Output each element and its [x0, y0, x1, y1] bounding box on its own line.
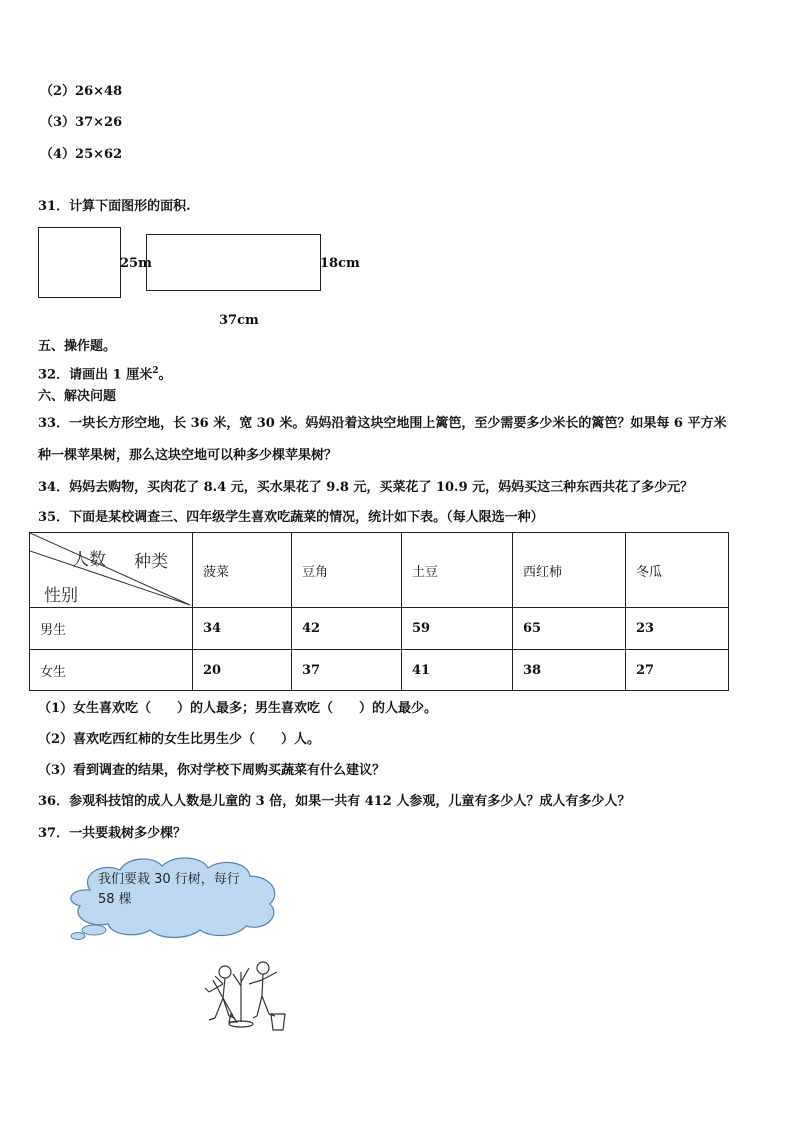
q35-sub2: （2）喜欢吃西红柿的女生比男生少（ ）人。 — [38, 732, 321, 747]
q32-superscript: 2 — [152, 366, 159, 376]
speech-bubble-text: 我们要栽 30 行树，每行 58 棵 — [98, 872, 240, 907]
q37-title: 37．一共要栽树多少棵？ — [38, 826, 187, 841]
q30-item-4: （4）25×62 — [40, 147, 123, 162]
column-header: 菠菜 — [193, 533, 292, 608]
table-cell: 20 — [193, 650, 292, 691]
table-cell: 34 — [193, 608, 292, 650]
q36-text: 36．参观科技馆的成人人数是儿童的 3 倍，如果一共有 412 人参观，儿童有多少人？成人有多少人？ — [38, 794, 631, 809]
section-6-heading: 六、解决问题 — [38, 389, 117, 404]
q30-item-2: （2）26×48 — [40, 84, 123, 99]
q35-sub1: （1）女生喜欢吃（ ）的人最多；男生喜欢吃（ ）的人最少。 — [38, 701, 438, 716]
q34-text: 34．妈妈去购物，买肉花了 8.4 元，买水果花了 9.8 元，买菜花了 10.9 元，妈妈买这三种东西共花了多少元？ — [38, 480, 694, 495]
row-label: 男生 — [30, 608, 193, 650]
table-cell: 37 — [292, 650, 402, 691]
q33-line1: 33．一块长方形空地，长 36 米，宽 30 米。妈妈沿着这块空地围上篱笆，至少需要多少米长的篱笆？如果每 6 平方米 — [38, 416, 727, 431]
column-header: 豆角 — [292, 533, 402, 608]
q32-end: 。 — [158, 367, 172, 383]
table-cell: 38 — [513, 650, 626, 691]
diagonal-header-cell — [30, 533, 193, 608]
q35-title: 35．下面是某校调查三、四年级学生喜欢吃蔬菜的情况，统计如下表。（每人限选一种） — [38, 510, 544, 525]
column-header: 冬瓜 — [626, 533, 729, 608]
q32-text — [38, 363, 171, 383]
square-side-label: 25m — [120, 256, 152, 271]
q33-line2: 种一棵苹果树，那么这块空地可以种多少棵苹果树？ — [38, 448, 338, 463]
q32-main: 32．请画出 1 厘米 — [38, 367, 153, 383]
table-cell: 41 — [402, 650, 513, 691]
table-cell: 23 — [626, 608, 729, 650]
vegetable-survey-table — [29, 532, 729, 691]
q35-sub3: （3）看到调查的结果，你对学校下周购买蔬菜有什么建议？ — [38, 763, 386, 778]
rect-height-label: 18cm — [320, 256, 360, 271]
table-row — [30, 650, 729, 691]
table-cell: 27 — [626, 650, 729, 691]
kids-planting-tree-illustration — [195, 958, 287, 1034]
row-label: 女生 — [30, 650, 193, 691]
rectangle-figure — [146, 234, 321, 291]
table-header-row — [30, 533, 729, 608]
table-cell: 59 — [402, 608, 513, 650]
column-header: 土豆 — [402, 533, 513, 608]
square-figure — [38, 227, 121, 298]
column-header: 西红柿 — [513, 533, 626, 608]
diag-label-gender: 性别 — [44, 586, 78, 606]
q30-item-3: （3）37×26 — [40, 115, 123, 130]
table-cell: 42 — [292, 608, 402, 650]
table-cell: 65 — [513, 608, 626, 650]
q31-title: 31．计算下面图形的面积. — [38, 199, 191, 214]
diag-label-people: 人数 — [72, 550, 106, 570]
diag-label-kind: 种类 — [134, 552, 168, 572]
section-5-heading: 五、操作题。 — [38, 339, 117, 354]
table-row — [30, 608, 729, 650]
rect-width-label: 37cm — [219, 313, 259, 328]
